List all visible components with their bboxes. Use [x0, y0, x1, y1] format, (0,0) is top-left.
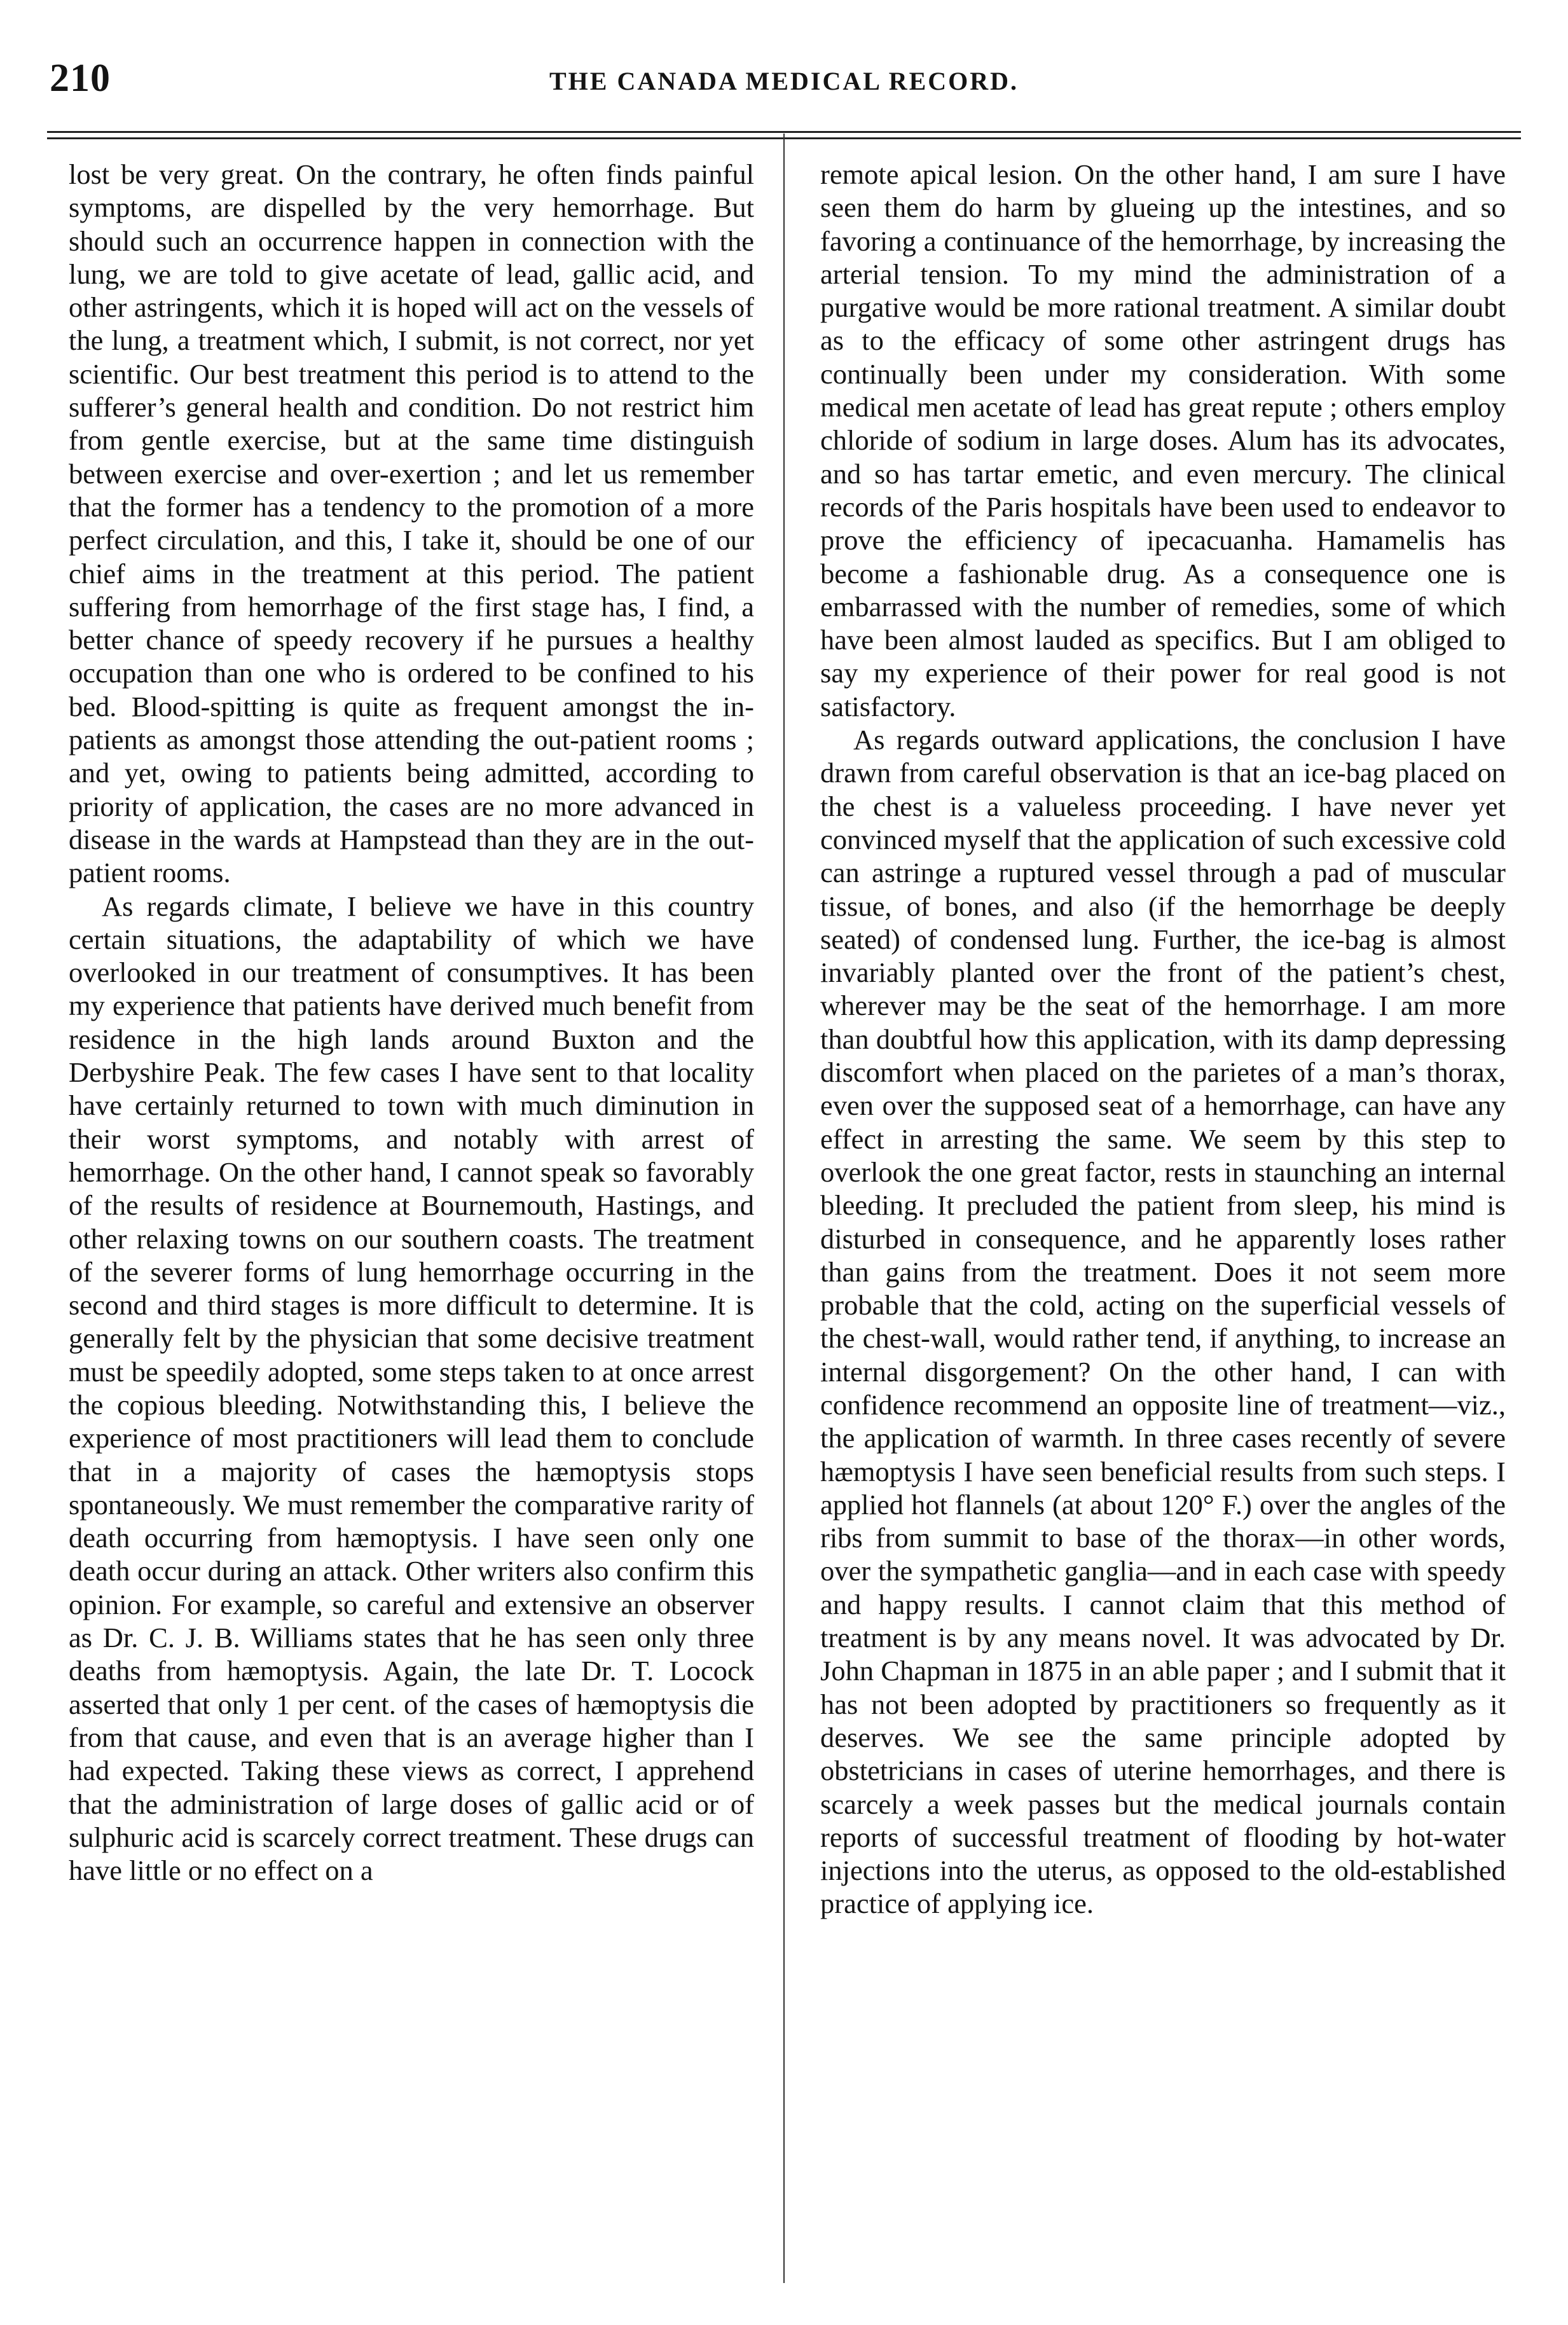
- left-paragraph-2: As regards climate, I believe we have in this country certain situations, the adaptability of which we have overlooked in our treatment of consumptives. It has been my experience that patients have derived much benefit from residence in the high lands around Buxton and the Derbyshire Peak. The few cases I have sent to that locality have certainly returned to town with much diminution in their worst symptoms, and notably with arrest of hemorrhage. On the other hand, I cannot speak so favorably of the results of residence at Bournemouth, Hastings, and other relaxing towns on our southern coasts. The treatment of the severer forms of lung hemorrhage occurring in the second and third stages is more difficult to determine. It is generally felt by the physician that some decisive treatment must be speedily adopted, some steps taken to at once arrest the copious bleeding. Notwithstanding this, I believe the experience of most practitioners will lead them to conclude that in a majority of cases the hæmoptysis stops spontaneously. We must remember the comparative rarity of death occurring from hæmoptysis. I have seen only one death occur during an attack. Other writers also confirm this opinion. For example, so careful and extensive an observer as Dr. C. J. B. Williams states that he has seen only three deaths from hæmoptysis. Again, the late Dr. T. Locock asserted that only 1 per cent. of the cases of hæmoptysis die from that cause, and even that is an average higher than I had expected. Taking these views as correct, I apprehend that the administration of large doses of gallic acid or of sulphuric acid is scarcely correct treatment. These drugs can have little or no effect on a: [69, 890, 754, 1887]
- right-column: [820, 158, 1506, 1921]
- left-column: [69, 158, 754, 1887]
- column-divider: [783, 134, 785, 2283]
- right-paragraph-1: remote apical lesion. On the other hand, I am sure I have seen them do harm by glueing up the intestines, and so favoring a continuance of the hemorrhage, by increasing the arterial tension. To my mind the administration of a purgative would be more rational treatment. A similar doubt as to the efficacy of some other astringent drugs has continually been under my consideration. With some medical men acetate of lead has great repute ; others employ chloride of sodium in large doses. Alum has its advocates, and so has tartar emetic, and even mercury. The clinical records of the Paris hospitals have been used to endeavor to prove the efficiency of ipecacuanha. Hamamelis has become a fashionable drug. As a consequence one is embarrassed with the number of remedies, some of which have been almost lauded as specifics. But I am obliged to say my experience of their power for real good is not satisfactory.: [820, 158, 1506, 722]
- header-rule-top: [47, 131, 1521, 133]
- right-paragraph-2: As regards outward applications, the conclusion I have drawn from careful observation is that an ice-bag placed on the chest is a valueless proceeding. I have never yet convinced myself that the application of such excessive cold can astringe a ruptured vessel through a pad of muscular tissue, of bones, and also (if the hemorrhage be deeply seated) of condensed lung. Further, the ice-bag is almost invariably planted over the front of the patient’s chest, wherever may be the seat of the hemorrhage. I am more than doubtful how this application, with its damp depressing discomfort when placed on the parietes of a man’s thorax, even over the supposed seat of a hemorrhage, can have any effect in arresting the same. We seem by this step to overlook the one great factor, rests in staunching an internal bleeding. It precluded the patient from sleep, his mind is disturbed in consequence, and he apparently loses rather than gains from the treatment. Does it not seem more probable that the cold, acting on the superficial vessels of the chest-wall, would rather tend, if anything, to increase an internal disgorgement? On the other hand, I can with confidence recommend an opposite line of treatment—viz., the application of warmth. In three cases recently of severe hæmoptysis I have seen beneficial results from such steps. I applied hot flannels (at about 120° F.) over the angles of the ribs from summit to base of the thorax—in other words, over the sympathetic ganglia—and in each case with speedy and happy results. I cannot claim that this method of treatment is by any means novel. It was advocated by Dr. John Chapman in 1875 in an able paper ; and I submit that it has not been adopted by practitioners so frequently as it deserves. We see the same principle adopted by obstetricians in cases of uterine hemorrhages, and there is scarcely a week passes but the medical journals contain reports of successful treatment of flooding by hot-water injections into the uterus, as opposed to the old-established practice of applying ice.: [820, 724, 1506, 1920]
- left-paragraph-1: lost be very great. On the contrary, he often finds painful symptoms, are dispelled by the very hemorrhage. But should such an occurrence happen in connection with the lung, we are told to give acetate of lead, gallic acid, and other astringents, which it is hoped will act on the vessels of the lung, a treatment which, I submit, is not correct, nor yet scientific. Our best treatment this period is to attend to the sufferer’s general health and condition. Do not restrict him from gentle exercise, but at the same time distinguish between exercise and over-exertion ; and let us remember that the former has a tendency to the promotion of a more perfect circulation, and this, I take it, should be one of our chief aims in the treatment at this period. The patient suffering from hemorrhage of the first stage has, I find, a better chance of speedy recovery if he pursues a healthy occupation than one who is ordered to be confined to his bed. Blood-spitting is quite as frequent amongst the in-patients as amongst those attending the out-patient rooms ; and yet, owing to patients being admitted, according to priority of application, the cases are no more advanced in disease in the wards at Hampstead than they are in the out-patient rooms.: [69, 158, 754, 889]
- running-title: THE CANADA MEDICAL RECORD.: [549, 67, 1019, 95]
- page-number: 210: [50, 57, 111, 100]
